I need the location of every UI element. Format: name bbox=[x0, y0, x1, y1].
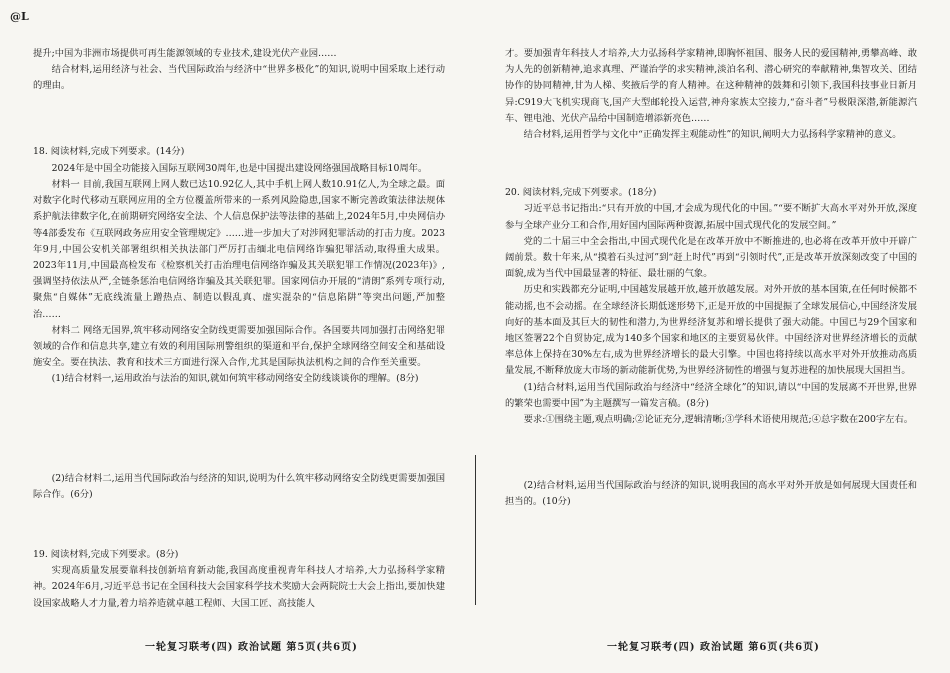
q20-sub2: (2)结合材料,运用当代国际政治与经济的知识,说明我国的高水平对外开放是如何展现大国责任和担当的。(10分) bbox=[505, 480, 917, 508]
answer-space bbox=[505, 143, 917, 185]
q20-para3: 历史和实践都充分证明,中国越发展越开放,越开放越发展。对外开放的基本国策,在任何时候都不能动摇,也不会动摇。在全球经济长期低迷形势下,正是开放的中国提振了全球发展信心,中国经济发展向好的基本面及其巨大的韧性和潜力,为世界经济复苏和增长提供了强大动能。中国已与29个国家和地区签署22个自贸协定,成为140多个国家和地区的主要贸易伙伴。中国经济对世界经济增长的贡献率总体上保持在30%左右,成为世界经济增长的最大引擎。中国也将持续以高水平对外开放推动高质量发展,不断释放庞大市场的新动能新优势,为世界经济韧性的增强与复苏进程的加快展现大国担当。 bbox=[505, 284, 917, 377]
q18-sub1: (1)结合材料一,运用政治与法治的知识,就如何筑牢移动网络安全防线谈谈你的理解。(8分) bbox=[51, 373, 419, 385]
q20-para2: 党的二十届三中全会指出,中国式现代化是在改革开放中不断推进的,也必将在改革开放中开辟广阔前景。数十年来,从“摸着石头过河”到“赶上时代”再到“引领时代”,正是改革开放深刻改变了中国的面貌,成为当代中国最显著的特征、最壮丽的气象。 bbox=[505, 235, 917, 280]
q19-header: 19. 阅读材料,完成下列要求。(8分) bbox=[33, 549, 179, 561]
page-divider bbox=[475, 455, 476, 605]
q18-sub2: (2)结合材料二,运用当代国际政治与经济的知识,说明为什么筑牢移动网络安全防线更需要加强国际合作。(6分) bbox=[33, 472, 445, 500]
q18-material1: 材料一 目前,我国互联网上网人数已达10.92亿人,其中手机上网人数10.91亿人,为全球之最。面对数字化时代移动互联网应用的全方位覆盖所带来的一系列风险隐患,国家不断完善政策法律法规体系护航法律数字化,在前期研究网络安全法、个人信息保护法等法律的基础上,2024年5月,中央网信办等4部委发布《互联网政务应用安全管理规定》……进一步加大了对涉网犯罪活动的打击力度。2023年9月,中国公安机关部署组织相关执法部门严厉打击缅北电信网络诈骗犯罪活动,取得重大成果。2023年11月,中国最高检发布《检察机关打击治理电信网络诈骗及其关联犯罪工作情况(2023年)》,强调坚持依法从严,全链条惩治电信网络诈骗及其关联犯罪。国家网信办开展的“清朗”系列专项行动,聚焦“自媒体”无底线流量上蹭热点、制造以假乱真、虚实混杂的“信息陷阱”等突出问题,严加整治…… bbox=[33, 179, 445, 320]
q20-header: 20. 阅读材料,完成下列要求。(18分) bbox=[505, 187, 657, 199]
prev-question-prompt: 结合材料,运用经济与社会、当代国际政治与经济中“世界多极化”的知识,说明中国采取上述行动的理由。 bbox=[33, 64, 445, 92]
page-footer-right: 一轮复习联考(四) 政治试题 第6页(共6页) bbox=[607, 642, 820, 653]
q19-continued: 才。要加强青年科技人才培养,大力弘扬科学家精神,即胸怀祖国、服务人民的爱国精神,勇攀高峰、敢为人先的创新精神,追求真理、严谨治学的求实精神,淡泊名利、潜心研究的奉献精神,集智攻关、团结协作的协同精神,甘为人梯、奖掖后学的育人精神。在这种精神的鼓舞和引领下,我国科技事业日新月异:C919大飞机实现商飞,国产大型邮轮投入运营,神舟家族太空接力,“奋斗者”号极限深潜,新能源汽车、锂电池、光伏产品给中国制造增添新亮色…… bbox=[505, 48, 917, 124]
right-page bbox=[505, 46, 917, 511]
q18-material2: 材料二 网络无国界,筑牢移动网络安全防线更需要加强国际合作。各国要共同加强打击网络犯罪领域的合作和信息共享,建立有效的利用国际刑警组织的渠道和平台,保护全球网络空间安全和基础设施安全。要在执法、教育和技术三方面进行深入合作,尤其是国际执法机构之间的合作至关重要。 bbox=[33, 324, 445, 369]
answer-space bbox=[33, 388, 445, 471]
q20-requirement: 要求:①围绕主题,观点明确;②论证充分,逻辑清晰;③学科术语使用规范;④总字数在200字左右。 bbox=[523, 414, 914, 426]
page-footer-left: 一轮复习联考(四) 政治试题 第5页(共6页) bbox=[145, 642, 358, 653]
q20-para1: 习近平总书记指出:“只有开放的中国,才会成为现代化的中国。”“要不断扩大高水平对外开放,深度参与全球产业分工和合作,用好国内国际两种资源,拓展中国式现代化的发展空间。” bbox=[505, 203, 917, 231]
q19-text: 实现高质量发展要靠科技创新培育新动能,我国高度重视青年科技人才培养,大力弘扬科学家精神。2024年6月,习近平总书记在全国科技大会国家科学技术奖励大会两院院士大会上指出,要加快建设国家战略人才力量,着力培养造就卓越工程师、大国工匠、高技能人 bbox=[33, 565, 445, 609]
q18-header: 18. 阅读材料,完成下列要求。(14分) bbox=[33, 145, 185, 157]
q19-prompt: 结合材料,运用哲学与文化中“正确发挥主观能动性”的知识,阐明大力弘扬科学家精神的意义。 bbox=[523, 129, 902, 141]
answer-space bbox=[505, 428, 917, 478]
q20-sub1: (1)结合材料,运用当代国际政治与经济中“经济全球化”的知识,请以“中国的发展离不开世界,世界的繁荣也需要中国”为主题撰写一篇发言稿。(8分) bbox=[505, 381, 917, 409]
answer-space bbox=[33, 503, 445, 547]
corner-mark: @L bbox=[10, 10, 29, 23]
intro-tail: 提升;中国为非洲市场提供可再生能源领域的专业技术,建设光伏产业园…… bbox=[33, 48, 337, 59]
left-page bbox=[33, 46, 445, 612]
q18-intro: 2024年是中国全功能接入国际互联网30周年,也是中国提出建设网络强国战略目标10周年。 bbox=[51, 162, 428, 174]
